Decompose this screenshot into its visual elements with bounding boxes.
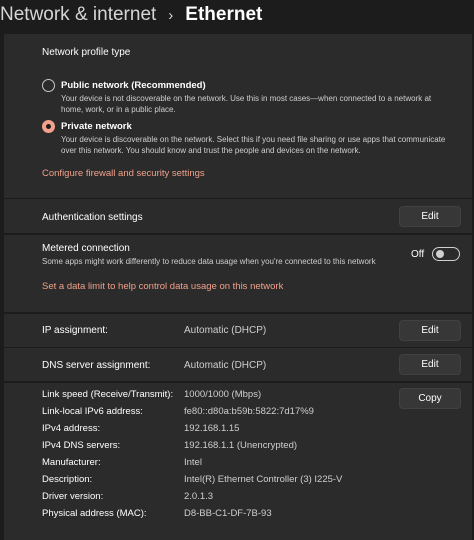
public-network-description-line2: home, work, or in a public place. <box>61 105 176 114</box>
property-label: Description: <box>42 474 93 485</box>
copy-properties-button[interactable]: Copy <box>399 388 461 409</box>
toggle-knob <box>436 250 444 258</box>
breadcrumb <box>0 0 474 30</box>
property-value: Intel(R) Ethernet Controller (3) I225-V <box>184 474 343 485</box>
private-network-description <box>61 134 469 156</box>
network-profile-heading: Network profile type <box>42 47 131 58</box>
configure-firewall-link[interactable]: Configure firewall and security settings <box>42 168 205 179</box>
property-label: IPv4 DNS servers: <box>42 440 121 451</box>
metered-connection-card <box>4 235 472 312</box>
property-label: Manufacturer: <box>42 457 101 468</box>
property-value: 192.168.1.1 (Unencrypted) <box>184 440 298 451</box>
authentication-label: Authentication settings <box>42 212 143 223</box>
private-network-description-line1: Your device is discoverable on the network. Select this if you need file sharing or use apps that communicate <box>61 135 446 144</box>
property-label: Physical address (MAC): <box>42 508 147 519</box>
page-title: Ethernet <box>185 4 263 25</box>
private-network-radio[interactable] <box>42 120 55 133</box>
public-network-description-line1: Your device is not discoverable on the network. Use this in most cases—when connected to a network at <box>61 94 432 103</box>
set-data-limit-link[interactable]: Set a data limit to help control data usage on this network <box>42 281 284 292</box>
property-value: Intel <box>184 457 202 468</box>
property-value: fe80::d80a:b59b:5822:7d17%9 <box>184 406 314 417</box>
breadcrumb-parent[interactable]: Network & internet <box>0 4 157 25</box>
private-network-title[interactable]: Private network <box>61 121 132 132</box>
property-label: Driver version: <box>42 491 104 502</box>
authentication-card <box>4 199 472 233</box>
property-label: Link speed (Receive/Transmit): <box>42 389 174 400</box>
metered-connection-toggle[interactable] <box>432 247 460 261</box>
metered-connection-label: Metered connection <box>42 243 130 254</box>
public-network-description <box>61 93 469 115</box>
ip-assignment-card <box>4 314 472 347</box>
authentication-edit-button[interactable]: Edit <box>399 206 461 227</box>
property-value: 2.0.1.3 <box>184 491 214 502</box>
public-network-title[interactable]: Public network (Recommended) <box>61 80 206 91</box>
dns-assignment-card <box>4 348 472 381</box>
ip-assignment-value: Automatic (DHCP) <box>184 325 267 336</box>
ip-assignment-edit-button[interactable]: Edit <box>399 320 461 341</box>
network-profile-card <box>4 34 472 198</box>
ip-assignment-label: IP assignment: <box>42 325 108 336</box>
property-value: 1000/1000 (Mbps) <box>184 389 262 400</box>
dns-assignment-edit-button[interactable]: Edit <box>399 354 461 375</box>
metered-connection-description: Some apps might work differently to reduce data usage when you're connected to this network <box>42 257 376 266</box>
metered-toggle-state: Off <box>411 249 425 260</box>
public-network-radio[interactable] <box>42 79 55 92</box>
dns-assignment-value: Automatic (DHCP) <box>184 360 267 371</box>
dns-assignment-label: DNS server assignment: <box>42 360 151 371</box>
property-label: IPv4 address: <box>42 423 101 434</box>
property-value: 192.168.1.15 <box>184 423 240 434</box>
chevron-right-icon: › <box>168 6 174 24</box>
property-value: D8-BB-C1-DF-7B-93 <box>184 508 272 519</box>
private-network-description-line2: over this network. You should know and trust the people and devices on the network. <box>61 146 361 155</box>
property-label: Link-local IPv6 address: <box>42 406 143 417</box>
